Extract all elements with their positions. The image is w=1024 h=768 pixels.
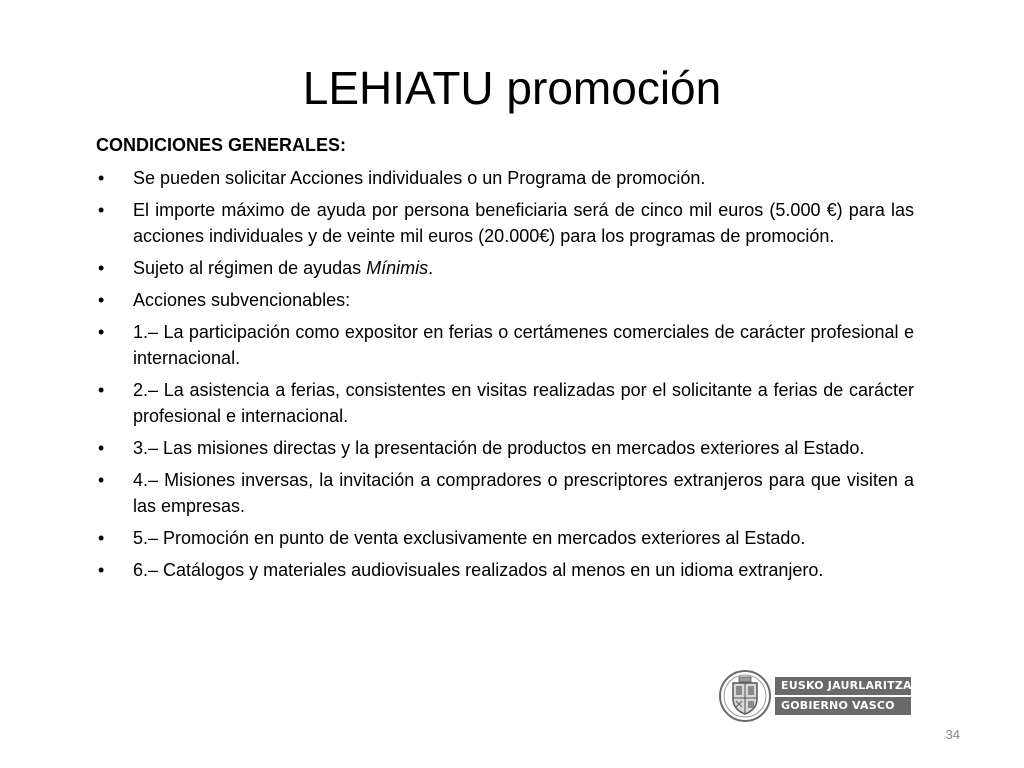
bullet-icon: • [98, 528, 105, 548]
bullet-icon: • [98, 560, 105, 580]
bullet-text: 6.– Catálogos y materiales audiovisuales realizados al menos en un idioma extranjero. [133, 560, 824, 580]
section-heading: CONDICIONES GENERALES: [96, 135, 347, 155]
bullet-item [96, 255, 914, 281]
bullet-text: 1.– La participación como expositor en ferias o certámenes comerciales de carácter profesional e internacional. [133, 322, 914, 368]
logo-text-spanish: GOBIERNO VASCO [775, 697, 911, 715]
basque-government-seal-icon [719, 669, 771, 723]
bullet-text: El importe máximo de ayuda por persona beneficiaria será de cinco mil euros (5.000 €) para las acciones individuales y de veinte mil euros (20.000€) para los programas de promoción. [133, 200, 914, 246]
bullet-text: 4.– Misiones inversas, la invitación a compradores o prescriptores extranjeros para que visiten a las empresas. [133, 470, 914, 516]
bullet-icon: • [98, 168, 105, 188]
bullet-emphasis: Mínimis [366, 258, 429, 278]
bullet-item [96, 377, 914, 429]
page-number: 34 [945, 727, 960, 742]
bullet-item [96, 287, 914, 313]
bullet-item [96, 525, 914, 551]
bullet-text-end: . [428, 258, 434, 278]
bullet-item [96, 319, 914, 371]
slide-title: LEHIATU promoción [302, 62, 722, 114]
bullet-text: Acciones subvencionables: [133, 290, 351, 310]
bullet-text: 5.– Promoción en punto de venta exclusivamente en mercados exteriores al Estado. [133, 528, 806, 548]
bullet-icon: • [98, 200, 105, 220]
bullet-text: 2.– La asistencia a ferias, consistentes en visitas realizadas por el solicitante a ferias de carácter profesional e internacional. [133, 380, 914, 426]
bullet-item [96, 165, 914, 191]
bullet-icon: • [98, 438, 105, 458]
bullet-icon: • [98, 258, 105, 278]
bullet-icon: • [98, 470, 105, 490]
bullet-item [96, 435, 914, 461]
bullet-icon: • [98, 322, 105, 342]
gobierno-vasco-logo [719, 669, 911, 723]
bullet-item [96, 197, 914, 249]
bullet-item [96, 467, 914, 519]
slide-content [96, 132, 914, 589]
bullet-text: Sujeto al régimen de ayudas [133, 258, 367, 278]
bullet-text: Se pueden solicitar Acciones individuales o un Programa de promoción. [133, 168, 706, 188]
bullet-text: 3.– Las misiones directas y la presentación de productos en mercados exteriores al Estado. [133, 438, 865, 458]
logo-text-basque: EUSKO JAURLARITZA [775, 677, 911, 695]
bullet-item [96, 557, 914, 583]
bullet-list [96, 165, 914, 583]
bullet-icon: • [98, 290, 105, 310]
bullet-icon: • [98, 380, 105, 400]
